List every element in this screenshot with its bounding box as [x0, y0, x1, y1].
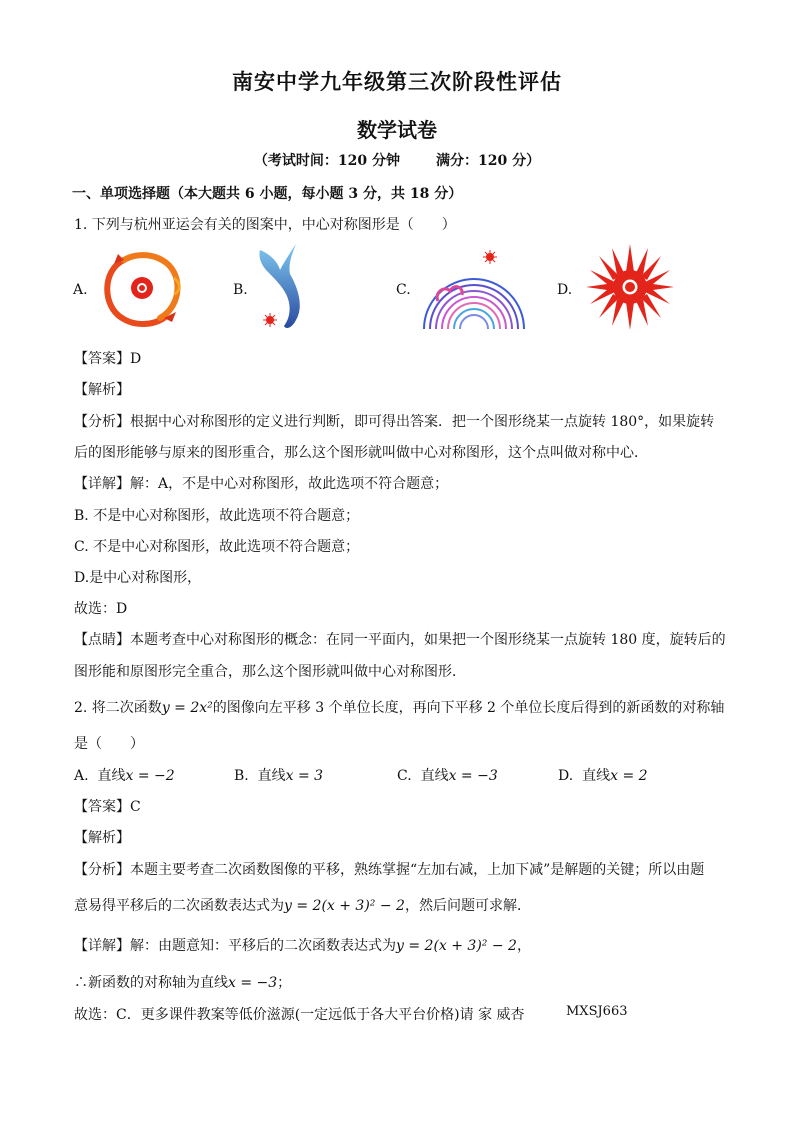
- q2-choice-c-text: 直线: [420, 768, 449, 784]
- q2-analysis-line-2: [74, 895, 531, 915]
- q1-analysis-tag: 【解析】: [74, 382, 130, 398]
- q2-detail-line-1: [74, 935, 531, 955]
- q2-detail-text-b: ，: [516, 938, 531, 954]
- q2-stem-text-b: 的图像向左平移 3 个单位长度，再向下平移 2 个单位长度后得到的新函数的对称轴: [212, 700, 725, 716]
- q1-analysis-line-1: 【分析】根据中心对称图形的定义进行判断，即可得出答案．把一个图形绕某一点旋转 180°，如果旋转: [74, 414, 715, 430]
- q2-choice-b: [234, 765, 323, 785]
- q2-choice-a-label: A.: [74, 768, 89, 784]
- q1-detail-line-3: C. 不是中心对称图形，故此选项不符合题意；: [74, 539, 360, 555]
- sun-emblem-icon: [584, 242, 676, 332]
- q1-comment-line-2: 图形能和原图形完全重合，那么这个图形就叫做中心对称图形．: [74, 664, 466, 680]
- q2-stem-line-1: [74, 697, 724, 717]
- section-heading: 一、单项选择题（本大题共 6 小题，每小题 3 分，共 18 分）: [72, 186, 463, 202]
- q2-analysis-text-a: 意易得平移后的二次函数表达式为: [74, 898, 284, 914]
- exam-time: （考试时间：120 分钟: [253, 153, 400, 169]
- q1-stem: 1. 下列与杭州亚运会有关的图案中，中心对称图形是（ ）: [74, 217, 456, 233]
- q2-choice-b-formula: x = 3: [285, 768, 324, 784]
- q2-choice-d-formula: x = 2: [610, 768, 648, 784]
- q2-analysis-line-1: 【分析】本题主要考查二次函数图像的平移，熟练掌握“左加右减，上加下减”是解题的关键；所以由题: [74, 862, 705, 878]
- q2-analysis-tag: 【解析】: [74, 830, 130, 846]
- q2-choice-d-text: 直线: [582, 768, 611, 784]
- q2-axis-line: [74, 972, 291, 992]
- q2-answer: 【答案】C: [74, 799, 141, 815]
- q1-option-c-label: C.: [396, 282, 411, 298]
- watermark-code: MXSJ663: [566, 1004, 628, 1019]
- dolphin-emblem-icon: [252, 240, 320, 332]
- q2-choice-c-label: C.: [397, 768, 412, 784]
- q2-choose: 故选：C．更多课件教案等低价滋源(一定远低于各大平台价格)请 家 威杏: [74, 1007, 525, 1023]
- q2-choice-b-text: 直线: [257, 768, 286, 784]
- q2-choice-c-formula: x = −3: [448, 768, 498, 784]
- page-subtitle: 数学试卷: [357, 118, 437, 142]
- q1-detail-line-1: 【详解】解：A，不是中心对称图形，故此选项不符合题意；: [74, 476, 449, 492]
- q2-analysis-formula: y = 2(x + 3)² − 2: [284, 898, 405, 914]
- q2-choice-c: [397, 765, 498, 785]
- q1-option-a-label: A.: [73, 282, 88, 298]
- q1-choose: 故选：D: [74, 601, 128, 617]
- q2-choice-a-text: 直线: [97, 768, 126, 784]
- rainbow-emblem-icon: [418, 245, 530, 331]
- q2-choice-a-formula: x = −2: [125, 768, 175, 784]
- q2-axis-text-a: ∴新函数的对称轴为直线: [74, 975, 228, 991]
- q2-choice-b-label: B.: [234, 768, 249, 784]
- q2-detail-formula: y = 2(x + 3)² − 2: [396, 938, 517, 954]
- q1-analysis-line-2: 后的图形能够与原来的图形重合，那么这个图形就叫做中心对称图形，这个点叫做对称中心．: [74, 445, 648, 461]
- exam-info: [0, 150, 794, 170]
- q2-axis-formula: x = −3: [228, 975, 278, 991]
- q2-choice-d-label: D.: [558, 768, 574, 784]
- q2-detail-text-a: 【详解】解：由题意知：平移后的二次函数表达式为: [74, 938, 396, 954]
- q1-comment-line-1: 【点睛】本题考查中心对称图形的概念：在同一平面内，如果把一个图形绕某一点旋转 180 度，旋转后的: [74, 632, 726, 648]
- q1-detail-line-4: D.是中心对称图形，: [74, 570, 202, 586]
- page-title: 南安中学九年级第三次阶段性评估: [232, 69, 562, 94]
- q2-analysis-text-b: ，然后问题可求解．: [404, 898, 531, 914]
- hangzhou-emblem-icon: [94, 248, 190, 330]
- q2-axis-text-b: ；: [277, 975, 292, 991]
- q2-stem-line-2: 是（ ）: [74, 736, 144, 752]
- q2-choice-d: [558, 765, 648, 785]
- q2-choice-a: [74, 765, 175, 785]
- q1-option-d-label: D.: [557, 282, 573, 298]
- q1-detail-line-2: B. 不是中心对称图形，故此选项不符合题意；: [74, 508, 360, 524]
- q1-option-b-label: B.: [233, 282, 248, 298]
- q1-answer: 【答案】D: [74, 351, 142, 367]
- q2-stem-text-a: 2. 将二次函数: [74, 700, 162, 716]
- q2-stem-formula: y = 2x²: [161, 700, 213, 716]
- full-score: 满分：120 分）: [436, 153, 541, 169]
